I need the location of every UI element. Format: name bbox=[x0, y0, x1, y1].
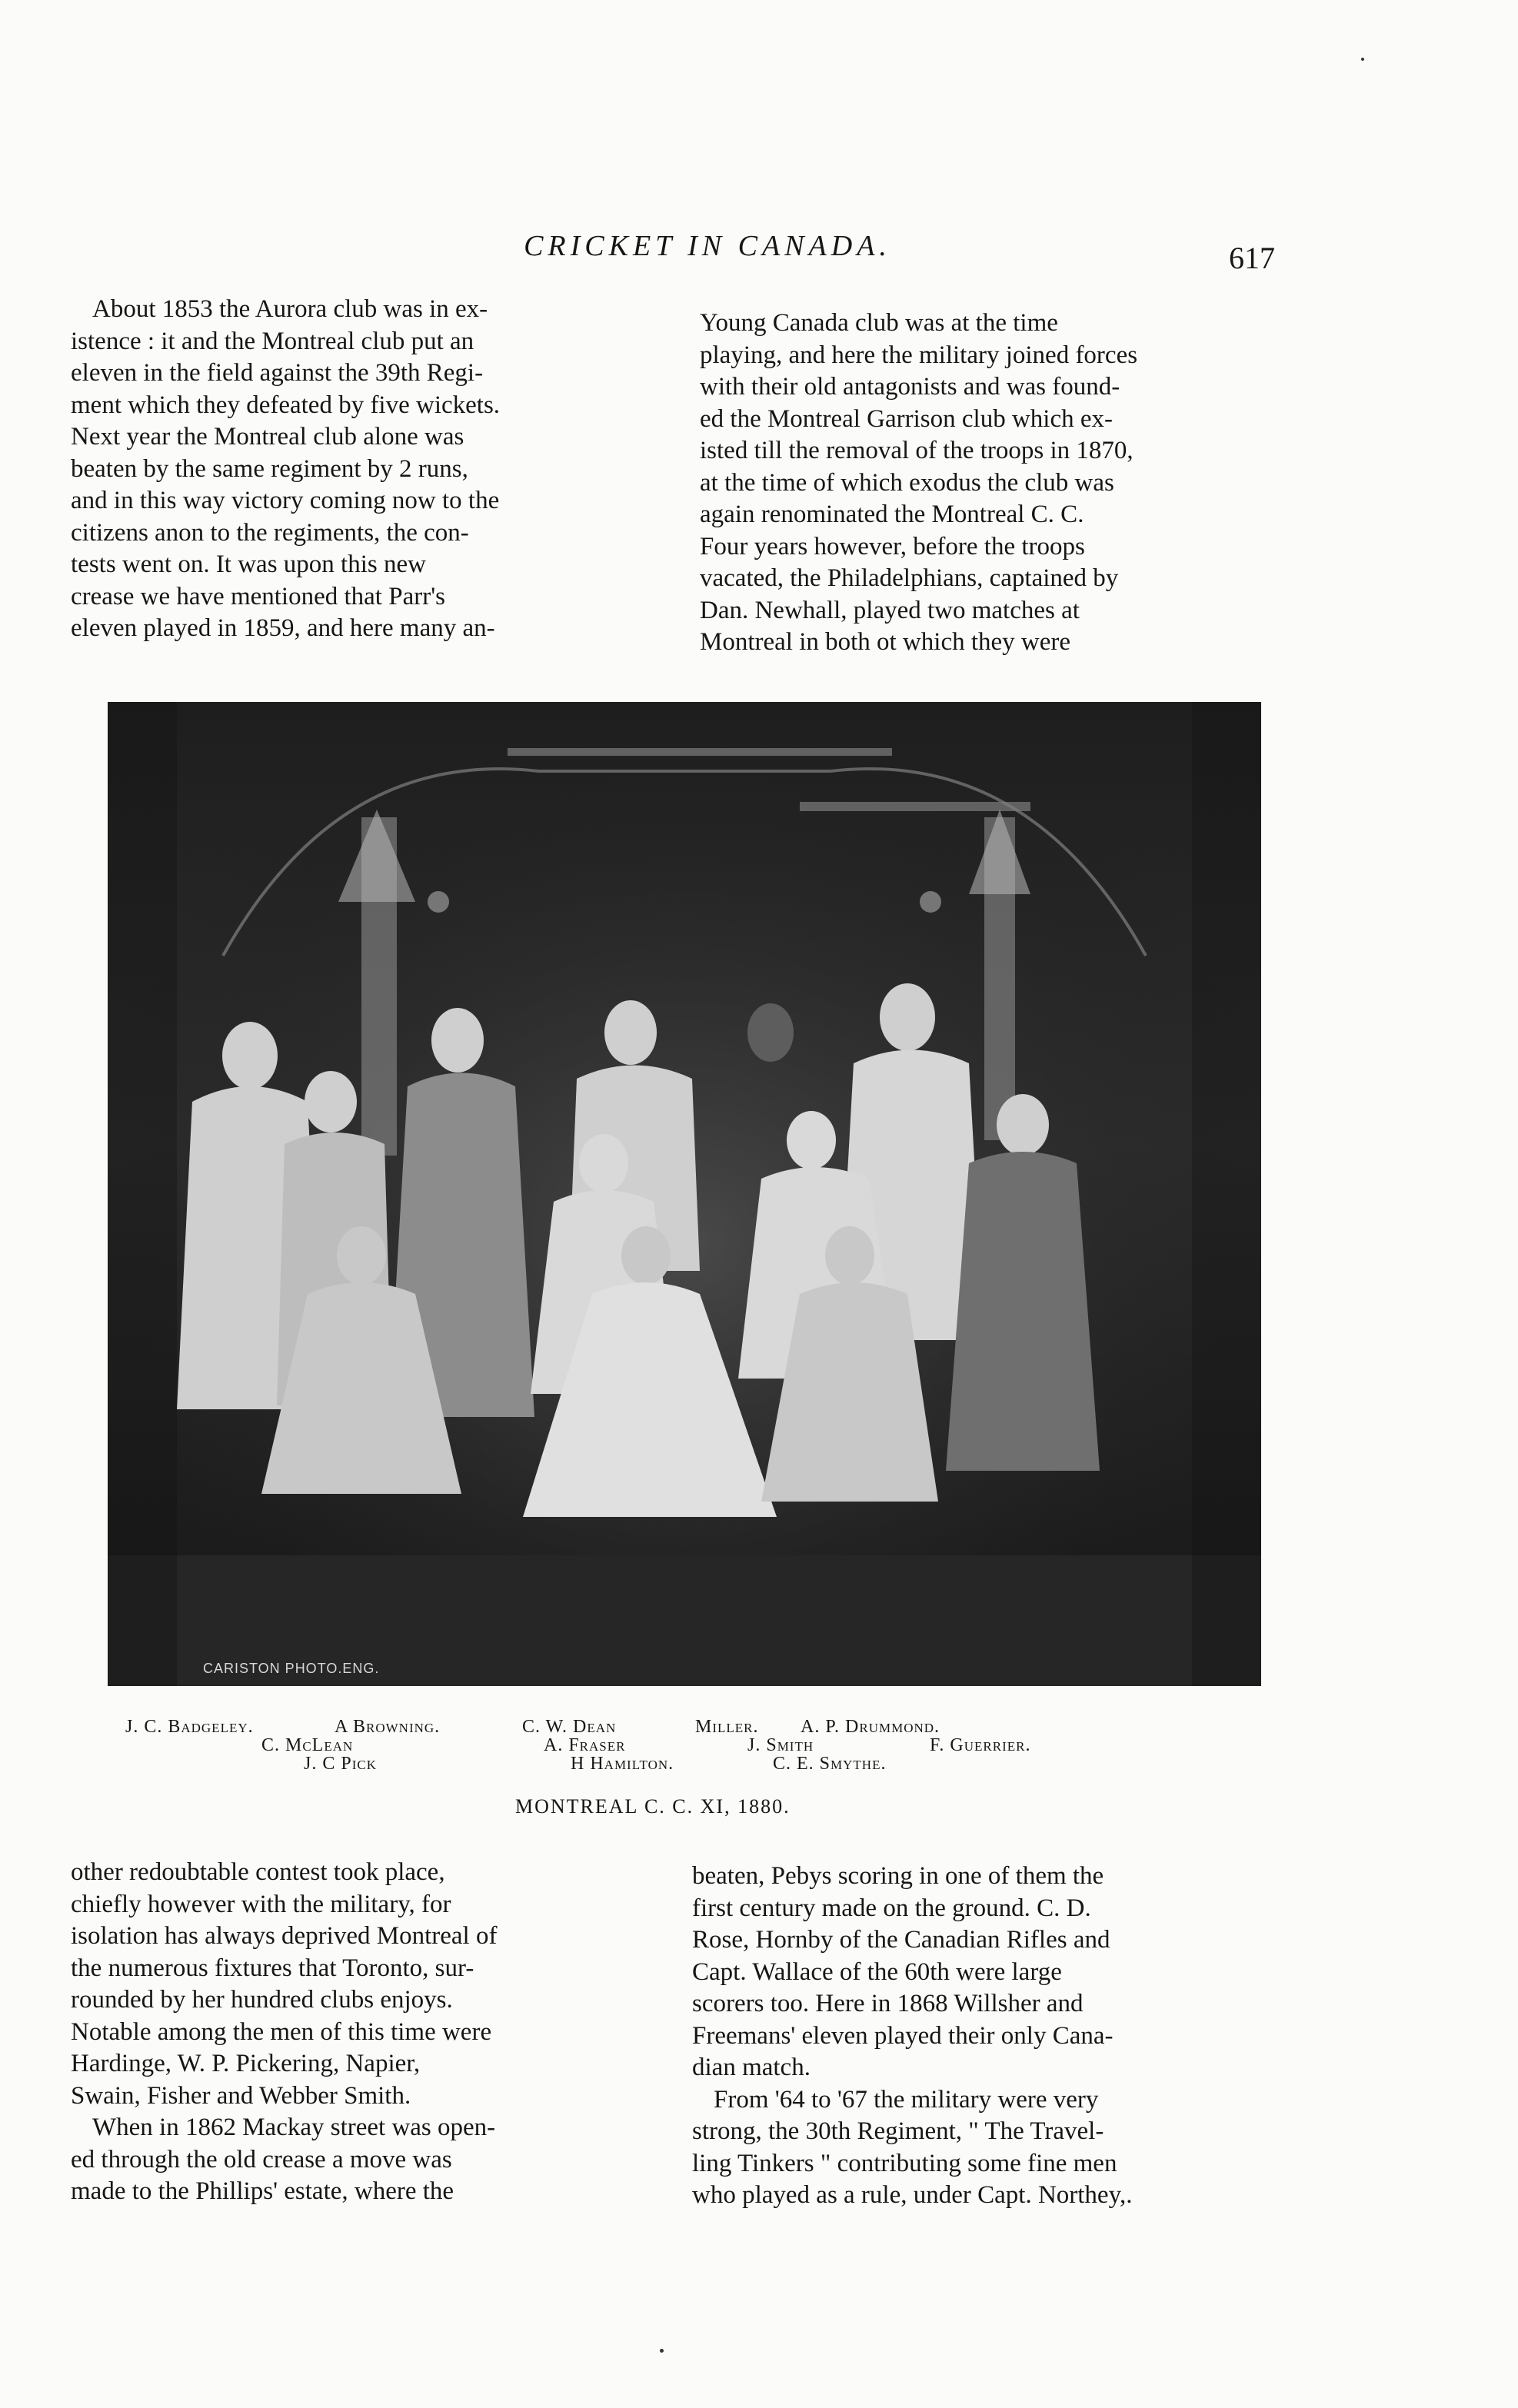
text-line: isolation has always deprived Montreal of bbox=[71, 1922, 498, 1950]
caption-names-row-1 bbox=[125, 1717, 1279, 1738]
text-line: again renominated the Montreal C. C. bbox=[700, 501, 1084, 528]
caption-name: F. Guerrier. bbox=[930, 1735, 1031, 1755]
text-line: Swain, Fisher and Webber Smith. bbox=[71, 2081, 411, 2110]
text-line: beaten by the same regiment by 2 runs, bbox=[71, 454, 468, 483]
text-line: first century made on the ground. C. D. bbox=[692, 1894, 1091, 1922]
text-line: ment which they defeated by five wickets. bbox=[71, 391, 501, 419]
text-line: Next year the Montreal club alone was bbox=[71, 423, 464, 451]
caption-name: J. C. Badgeley. bbox=[125, 1717, 254, 1737]
text-line: Four years however, before the troops bbox=[700, 532, 1085, 560]
text-line: vacated, the Philadelphians, captained by bbox=[700, 564, 1119, 592]
text-line: the numerous fixtures that Toronto, sur- bbox=[71, 1954, 474, 1982]
caption-name: H Hamilton. bbox=[571, 1754, 674, 1774]
text-line: Notable among the men of this time were bbox=[71, 2017, 492, 2046]
paper-speck bbox=[1361, 58, 1364, 61]
text-line: beaten, Pebys scoring in one of them the bbox=[692, 1862, 1104, 1890]
text-column-top-left bbox=[71, 294, 655, 645]
text-line: About 1853 the Aurora club was in ex- bbox=[92, 295, 488, 323]
text-line: When in 1862 Mackay street was open- bbox=[92, 2114, 496, 2141]
text-line: with their old antagonists and was found- bbox=[700, 373, 1120, 401]
text-line: and in this way victory coming now to the bbox=[71, 487, 500, 514]
text-line: eleven played in 1859, and here many an- bbox=[71, 614, 495, 642]
text-line: tests went on. It was upon this new bbox=[71, 550, 426, 578]
text-line: chiefly however with the military, for bbox=[71, 1890, 451, 1918]
text-column-bottom-left bbox=[71, 1857, 655, 2208]
text-line: ed through the old crease a move was bbox=[71, 2145, 452, 2174]
text-line: scorers too. Here in 1868 Willsher and bbox=[692, 1990, 1084, 2017]
text-line: Freemans' eleven played their only Cana- bbox=[692, 2021, 1114, 2050]
caption-name: A Browning. bbox=[335, 1717, 441, 1737]
caption-name: C. E. Smythe. bbox=[773, 1754, 887, 1774]
text-line: From '64 to '67 the military were very bbox=[714, 2085, 1099, 2114]
team-photograph bbox=[108, 702, 1261, 1686]
text-line: Young Canada club was at the time bbox=[700, 309, 1058, 337]
text-line: rounded by her hundred clubs enjoys. bbox=[71, 1986, 453, 2014]
text-line: crease we have mentioned that Parr's bbox=[71, 582, 445, 610]
plate-title: MONTREAL C. C. XI, 1880. bbox=[515, 1795, 791, 1818]
text-line: dian match. bbox=[692, 2054, 811, 2081]
text-line: citizens anon to the regiments, the con- bbox=[71, 518, 469, 547]
paper-speck bbox=[660, 2349, 664, 2353]
text-line: playing, and here the military joined forces bbox=[700, 341, 1138, 369]
text-line: Montreal in both ot which they were bbox=[700, 628, 1071, 656]
text-line: made to the Phillips' estate, where the bbox=[71, 2177, 454, 2205]
page-number: 617 bbox=[1229, 241, 1275, 275]
text-line: strong, the 30th Regiment, " The Travel- bbox=[692, 2117, 1104, 2145]
caption-name: C. W. Dean bbox=[522, 1717, 617, 1737]
text-line: isted till the removal of the troops in 1870, bbox=[700, 437, 1134, 464]
text-line: istence : it and the Montreal club put an bbox=[71, 327, 474, 355]
caption-name: J. C Pick bbox=[304, 1754, 377, 1774]
caption-name: J. Smith bbox=[747, 1735, 814, 1755]
caption-names-row-2 bbox=[261, 1735, 1415, 1756]
text-line: ed the Montreal Garrison club which ex- bbox=[700, 404, 1113, 433]
text-line: Hardinge, W. P. Pickering, Napier, bbox=[71, 2050, 421, 2077]
caption-name: Miller. bbox=[695, 1717, 759, 1737]
caption-name: A. P. Drummond. bbox=[801, 1717, 940, 1737]
running-title: CRICKET IN CANADA. bbox=[524, 230, 891, 262]
text-line: eleven in the field against the 39th Regi- bbox=[71, 359, 484, 387]
text-line: Rose, Hornby of the Canadian Rifles and bbox=[692, 1926, 1110, 1954]
text-line: who played as a rule, under Capt. Northey,. bbox=[692, 2181, 1133, 2209]
engraver-credit: CARISTON PHOTO.ENG. bbox=[203, 1661, 380, 1676]
caption-names-row-3 bbox=[304, 1754, 1457, 1774]
text-line: Capt. Wallace of the 60th were large bbox=[692, 1957, 1062, 1986]
photograph-illustration bbox=[108, 702, 1261, 1686]
caption-name: A. Fraser bbox=[544, 1735, 626, 1755]
text-column-top-right bbox=[700, 308, 1275, 659]
text-line: other redoubtable contest took place, bbox=[71, 1858, 445, 1886]
text-line: at the time of which exodus the club was bbox=[700, 468, 1114, 497]
text-column-bottom-right bbox=[692, 1861, 1275, 2212]
text-line: Dan. Newhall, played two matches at bbox=[700, 596, 1080, 624]
text-line: ling Tinkers " contributing some fine men bbox=[692, 2149, 1117, 2177]
caption-name: C. McLean bbox=[261, 1735, 354, 1755]
